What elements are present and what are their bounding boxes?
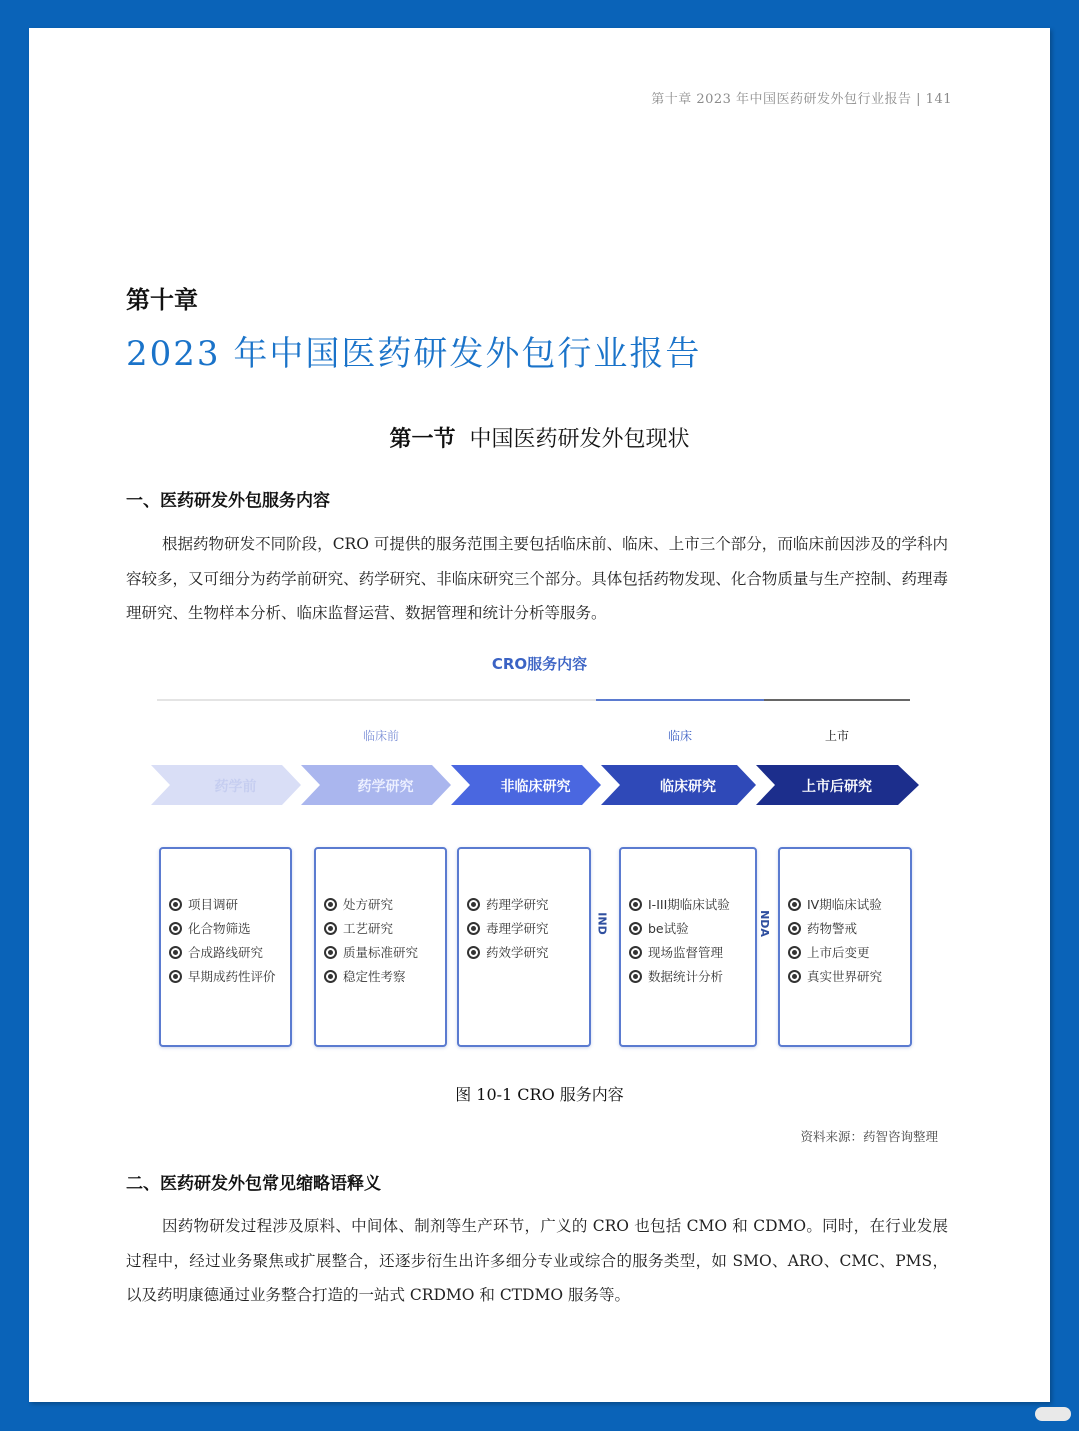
list-item: 稳定性考察 bbox=[324, 965, 418, 989]
bullet-icon bbox=[788, 970, 801, 983]
stage-0-items bbox=[169, 893, 276, 989]
bullet-icon bbox=[629, 898, 642, 911]
list-item: 项目调研 bbox=[169, 893, 276, 917]
stage-box-3 bbox=[619, 847, 757, 1047]
list-item: 现场监督管理 bbox=[629, 941, 730, 965]
bullet-icon bbox=[788, 922, 801, 935]
bullet-icon bbox=[629, 970, 642, 983]
bullet-icon bbox=[467, 946, 480, 959]
figure-source: 资料来源：药智咨询整理 bbox=[800, 1129, 938, 1144]
part1-heading: 一、医药研发外包服务内容 bbox=[126, 491, 330, 511]
bullet-icon bbox=[169, 946, 182, 959]
list-item: 毒理学研究 bbox=[467, 917, 549, 941]
phase-label-clinical: 临床 bbox=[668, 729, 693, 743]
document-page bbox=[29, 28, 1050, 1402]
stage-3-items bbox=[629, 893, 730, 989]
stage-label-3: 临床研究 bbox=[660, 779, 716, 795]
bullet-icon bbox=[324, 946, 337, 959]
list-item: 质量标准研究 bbox=[324, 941, 418, 965]
bullet-icon bbox=[629, 946, 642, 959]
bullet-icon bbox=[467, 922, 480, 935]
list-item: IV期临床试验 bbox=[788, 893, 882, 917]
bullet-icon bbox=[169, 922, 182, 935]
list-item: 上市后变更 bbox=[788, 941, 882, 965]
list-item: 处方研究 bbox=[324, 893, 418, 917]
part1-paragraph: 根据药物研发不同阶段，CRO 可提供的服务范围主要包括临床前、临床、上市三个部分，而临床前因涉及的学科内容较多，又可细分为药学前研究、药学研究、非临床研究三个部分。具体包括药物发现、化合物质量与生产控制、药理毒理研究、生物样本分析、临床监督运营、数据管理和统计分析等服务。 bbox=[126, 535, 948, 622]
list-item: I-III期临床试验 bbox=[629, 893, 730, 917]
bullet-icon bbox=[467, 898, 480, 911]
stage-label-4: 上市后研究 bbox=[802, 779, 872, 795]
stage-box-4 bbox=[778, 847, 912, 1047]
diagram-title: CRO服务内容 bbox=[491, 655, 588, 673]
bullet-icon bbox=[324, 922, 337, 935]
bullet-icon bbox=[629, 922, 642, 935]
list-item: 数据统计分析 bbox=[629, 965, 730, 989]
stage-label-1: 药学研究 bbox=[357, 779, 414, 795]
stage-box-2 bbox=[457, 847, 591, 1047]
bullet-icon bbox=[324, 898, 337, 911]
list-item: 化合物筛选 bbox=[169, 917, 276, 941]
list-item: 早期成药性评价 bbox=[169, 965, 276, 989]
phase-label-preclinical: 临床前 bbox=[363, 729, 400, 743]
list-item: 药效学研究 bbox=[467, 941, 549, 965]
list-item: 药理学研究 bbox=[467, 893, 549, 917]
chapter-label: 第十章 bbox=[126, 286, 198, 314]
bullet-icon bbox=[169, 970, 182, 983]
list-item: 真实世界研究 bbox=[788, 965, 882, 989]
section-number: 第一节 bbox=[389, 427, 456, 452]
stage-1-items bbox=[324, 893, 418, 989]
part2-heading: 二、医药研发外包常见缩略语释义 bbox=[126, 1174, 381, 1194]
bullet-icon bbox=[788, 898, 801, 911]
bullet-icon bbox=[324, 970, 337, 983]
stage-box-1 bbox=[314, 847, 447, 1047]
stage-label-0: 药学前 bbox=[214, 779, 257, 795]
list-item: 工艺研究 bbox=[324, 917, 418, 941]
stage-label-2: 非临床研究 bbox=[500, 779, 571, 795]
list-item: 药物警戒 bbox=[788, 917, 882, 941]
section-name: 中国医药研发外包现状 bbox=[469, 427, 690, 452]
bullet-icon bbox=[788, 946, 801, 959]
phase-label-market: 上市 bbox=[825, 729, 850, 743]
milestone-nda: NDA bbox=[757, 910, 771, 937]
milestone-ind: IND bbox=[595, 912, 609, 935]
list-item: 合成路线研究 bbox=[169, 941, 276, 965]
section-title bbox=[29, 422, 1050, 453]
list-item: be试验 bbox=[629, 917, 730, 941]
stage-4-items bbox=[788, 893, 882, 989]
bullet-icon bbox=[169, 898, 182, 911]
chapter-title: 2023 年中国医药研发外包行业报告 bbox=[126, 334, 702, 374]
stage-box-0 bbox=[159, 847, 292, 1047]
part2-paragraph: 因药物研发过程涉及原料、中间体、制剂等生产环节，广义的 CRO 也包括 CMO 和 CDMO。同时，在行业发展过程中，经过业务聚焦或扩展整合，还逐步衍生出许多细分专业或综合的服务类型，如 SMO、ARO、CMC、PMS，以及药明康德通过业务整合打造的一站式 CRDMO 和 CTDMO 服务等。 bbox=[126, 1217, 948, 1304]
corner-watermark bbox=[1035, 1407, 1071, 1421]
stage-2-items bbox=[467, 893, 549, 965]
figure-caption: 图 10-1 CRO 服务内容 bbox=[455, 1085, 624, 1104]
running-header: 第十章 2023 年中国医药研发外包行业报告 | 141 bbox=[651, 92, 952, 107]
